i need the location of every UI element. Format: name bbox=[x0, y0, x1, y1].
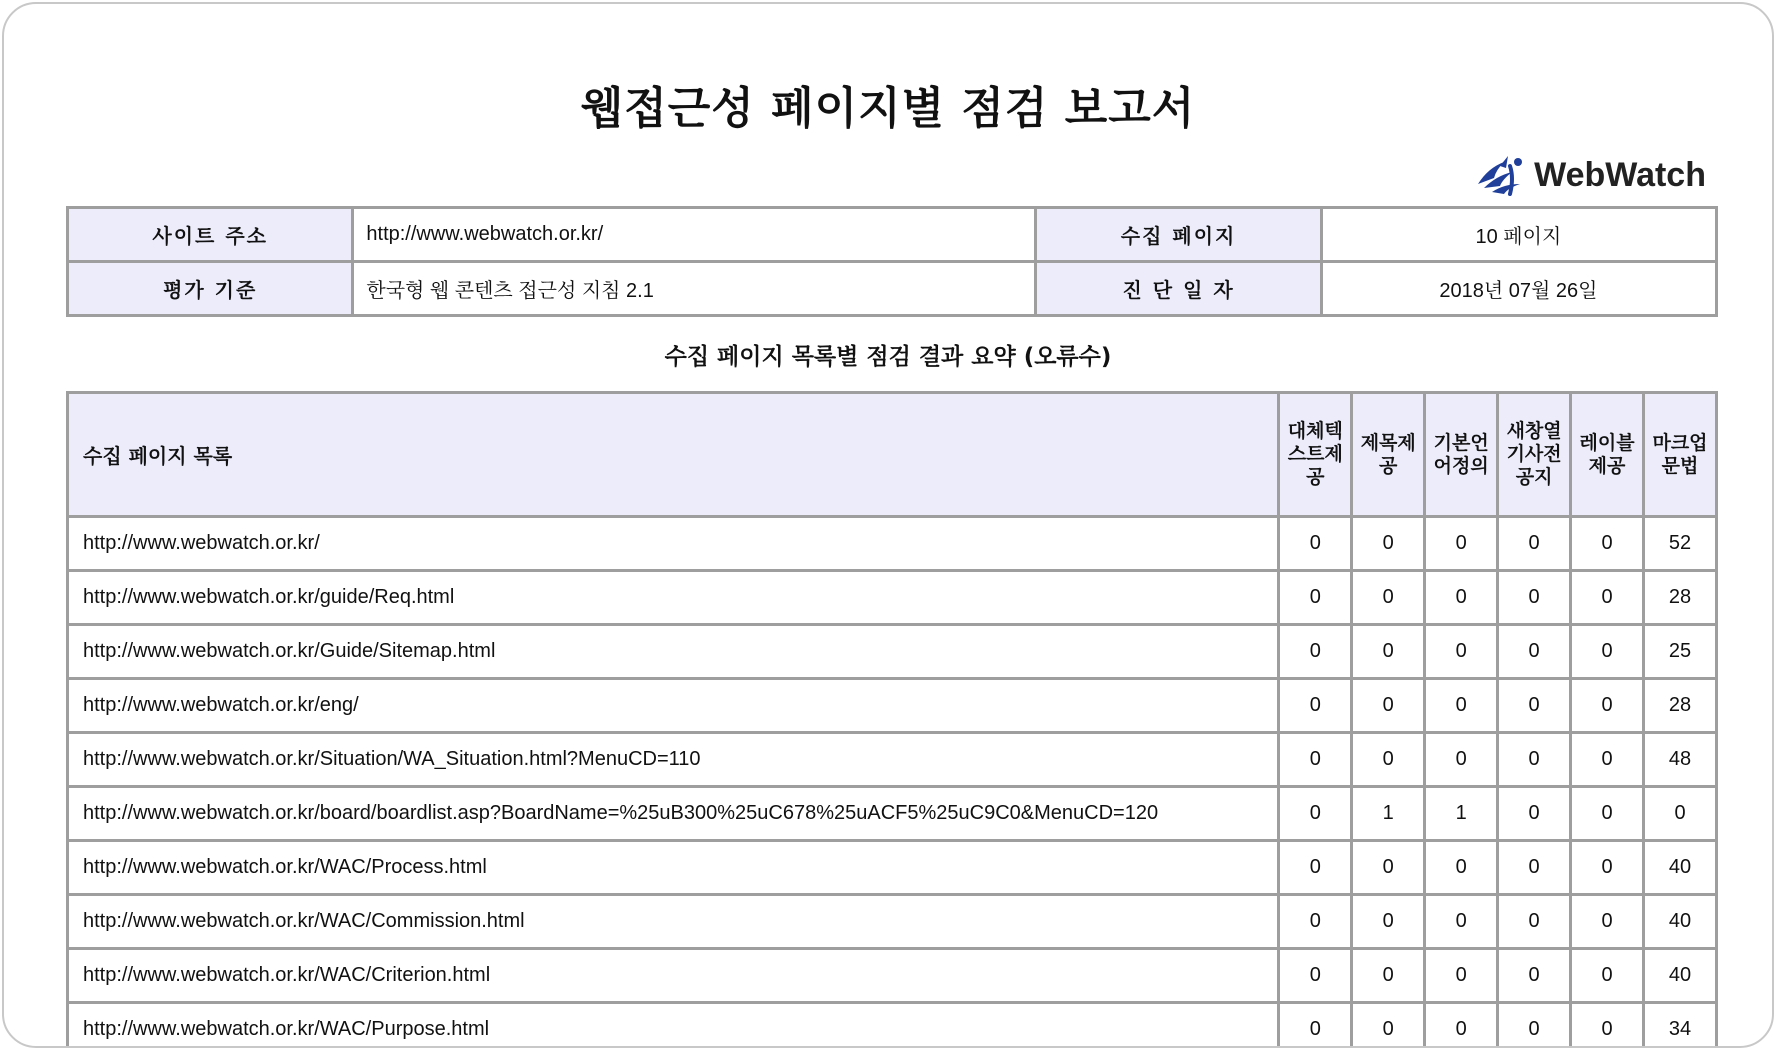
summary-header-row bbox=[68, 393, 1717, 517]
error-count-cell: 0 bbox=[1571, 571, 1644, 625]
collected-pages-value: 10 페이지 bbox=[1321, 208, 1716, 262]
error-count-cell: 40 bbox=[1644, 949, 1717, 1003]
site-address-value: http://www.webwatch.or.kr/ bbox=[353, 208, 1036, 262]
column-header-label: 레이블제공 bbox=[1571, 393, 1644, 517]
error-count-cell: 0 bbox=[1498, 679, 1571, 733]
error-count-cell: 34 bbox=[1644, 1003, 1717, 1049]
page-url-cell: http://www.webwatch.or.kr/guide/Req.html bbox=[68, 571, 1279, 625]
error-count-cell: 0 bbox=[1425, 517, 1498, 571]
error-count-cell: 40 bbox=[1644, 841, 1717, 895]
table-row bbox=[68, 841, 1717, 895]
error-count-cell: 0 bbox=[1498, 949, 1571, 1003]
error-count-cell: 0 bbox=[1571, 517, 1644, 571]
error-count-cell: 0 bbox=[1279, 1003, 1352, 1049]
error-count-cell: 0 bbox=[1571, 679, 1644, 733]
error-count-cell: 0 bbox=[1279, 841, 1352, 895]
error-count-cell: 0 bbox=[1279, 733, 1352, 787]
error-count-cell: 0 bbox=[1571, 949, 1644, 1003]
error-count-cell: 0 bbox=[1571, 733, 1644, 787]
report-frame bbox=[2, 2, 1774, 1048]
error-count-cell: 0 bbox=[1279, 571, 1352, 625]
error-count-cell: 0 bbox=[1425, 733, 1498, 787]
error-count-cell: 0 bbox=[1352, 949, 1425, 1003]
error-count-cell: 25 bbox=[1644, 625, 1717, 679]
page-url-cell: http://www.webwatch.or.kr/Guide/Sitemap.html bbox=[68, 625, 1279, 679]
error-count-cell: 0 bbox=[1352, 679, 1425, 733]
error-count-cell: 0 bbox=[1279, 679, 1352, 733]
page-url-cell: http://www.webwatch.or.kr/Situation/WA_Situation.html?MenuCD=110 bbox=[68, 733, 1279, 787]
error-count-cell: 0 bbox=[1425, 841, 1498, 895]
page-url-cell: http://www.webwatch.or.kr/WAC/Criterion.html bbox=[68, 949, 1279, 1003]
criteria-value: 한국형 웹 콘텐츠 접근성 지침 2.1 bbox=[353, 262, 1036, 316]
error-count-cell: 0 bbox=[1498, 733, 1571, 787]
site-address-label: 사이트 주소 bbox=[68, 208, 353, 262]
error-count-cell: 0 bbox=[1571, 625, 1644, 679]
table-row bbox=[68, 895, 1717, 949]
error-count-cell: 40 bbox=[1644, 895, 1717, 949]
column-header-default-language: 기본언어정의 bbox=[1425, 393, 1498, 517]
error-count-cell: 0 bbox=[1498, 1003, 1571, 1049]
summary-table bbox=[66, 391, 1718, 1048]
info-row bbox=[68, 208, 1717, 262]
criteria-label: 평가 기준 bbox=[68, 262, 353, 316]
error-count-cell: 0 bbox=[1425, 679, 1498, 733]
webwatch-bird-icon bbox=[1474, 154, 1528, 196]
error-count-cell: 0 bbox=[1352, 841, 1425, 895]
diagnosis-date-label: 진 단 일 자 bbox=[1036, 262, 1321, 316]
column-header-page-list: 수집 페이지 목록 bbox=[68, 393, 1279, 517]
error-count-cell: 0 bbox=[1352, 733, 1425, 787]
error-count-cell: 0 bbox=[1571, 841, 1644, 895]
error-count-cell: 0 bbox=[1279, 517, 1352, 571]
error-count-cell: 0 bbox=[1352, 517, 1425, 571]
error-count-cell: 0 bbox=[1279, 787, 1352, 841]
page-url-cell: http://www.webwatch.or.kr/WAC/Purpose.html bbox=[68, 1003, 1279, 1049]
error-count-cell: 0 bbox=[1498, 841, 1571, 895]
column-header-alt-text: 대체텍스트제공 bbox=[1279, 393, 1352, 517]
column-header-new-window-notice: 새창열기사전공지 bbox=[1498, 393, 1571, 517]
table-row bbox=[68, 787, 1717, 841]
error-count-cell: 0 bbox=[1498, 787, 1571, 841]
table-row bbox=[68, 949, 1717, 1003]
error-count-cell: 0 bbox=[1425, 1003, 1498, 1049]
error-count-cell: 1 bbox=[1352, 787, 1425, 841]
table-row bbox=[68, 733, 1717, 787]
table-row bbox=[68, 517, 1717, 571]
error-count-cell: 0 bbox=[1571, 787, 1644, 841]
error-count-cell: 0 bbox=[1279, 949, 1352, 1003]
error-count-cell: 0 bbox=[1352, 1003, 1425, 1049]
report-title: 웹접근성 페이지별 점검 보고서 bbox=[580, 83, 1196, 134]
error-count-cell: 0 bbox=[1352, 625, 1425, 679]
webwatch-logo bbox=[1474, 154, 1706, 196]
error-count-cell: 0 bbox=[1425, 571, 1498, 625]
error-count-cell: 0 bbox=[1425, 949, 1498, 1003]
error-count-cell: 0 bbox=[1352, 571, 1425, 625]
error-count-cell: 28 bbox=[1644, 679, 1717, 733]
error-count-cell: 0 bbox=[1425, 895, 1498, 949]
error-count-cell: 0 bbox=[1425, 625, 1498, 679]
error-count-cell: 0 bbox=[1498, 625, 1571, 679]
error-count-cell: 48 bbox=[1644, 733, 1717, 787]
page-url-cell: http://www.webwatch.or.kr/ bbox=[68, 517, 1279, 571]
report-info-table bbox=[66, 206, 1718, 317]
logo-text: WebWatch bbox=[1534, 155, 1706, 194]
error-count-cell: 0 bbox=[1644, 787, 1717, 841]
error-count-cell: 52 bbox=[1644, 517, 1717, 571]
error-count-cell: 0 bbox=[1279, 625, 1352, 679]
page-url-cell: http://www.webwatch.or.kr/board/boardlist.asp?BoardName=%25uB300%25uC678%25uACF5%25uC9C0&MenuCD=120 bbox=[68, 787, 1279, 841]
error-count-cell: 0 bbox=[1571, 895, 1644, 949]
error-count-cell: 0 bbox=[1352, 895, 1425, 949]
table-row bbox=[68, 1003, 1717, 1049]
diagnosis-date-value: 2018년 07월 26일 bbox=[1321, 262, 1716, 316]
table-row bbox=[68, 679, 1717, 733]
summary-title: 수집 페이지 목록별 점검 결과 요약 (오류수) bbox=[664, 344, 1112, 370]
column-header-markup-syntax: 마크업문법 bbox=[1644, 393, 1717, 517]
page-url-cell: http://www.webwatch.or.kr/WAC/Process.html bbox=[68, 841, 1279, 895]
table-row bbox=[68, 625, 1717, 679]
error-count-cell: 28 bbox=[1644, 571, 1717, 625]
collected-pages-label: 수집 페이지 bbox=[1036, 208, 1321, 262]
info-row bbox=[68, 262, 1717, 316]
error-count-cell: 0 bbox=[1571, 1003, 1644, 1049]
error-count-cell: 0 bbox=[1498, 517, 1571, 571]
error-count-cell: 0 bbox=[1498, 571, 1571, 625]
error-count-cell: 1 bbox=[1425, 787, 1498, 841]
error-count-cell: 0 bbox=[1498, 895, 1571, 949]
column-header-title: 제목제공 bbox=[1352, 393, 1425, 517]
page-url-cell: http://www.webwatch.or.kr/WAC/Commission.html bbox=[68, 895, 1279, 949]
table-row bbox=[68, 571, 1717, 625]
error-count-cell: 0 bbox=[1279, 895, 1352, 949]
page-url-cell: http://www.webwatch.or.kr/eng/ bbox=[68, 679, 1279, 733]
